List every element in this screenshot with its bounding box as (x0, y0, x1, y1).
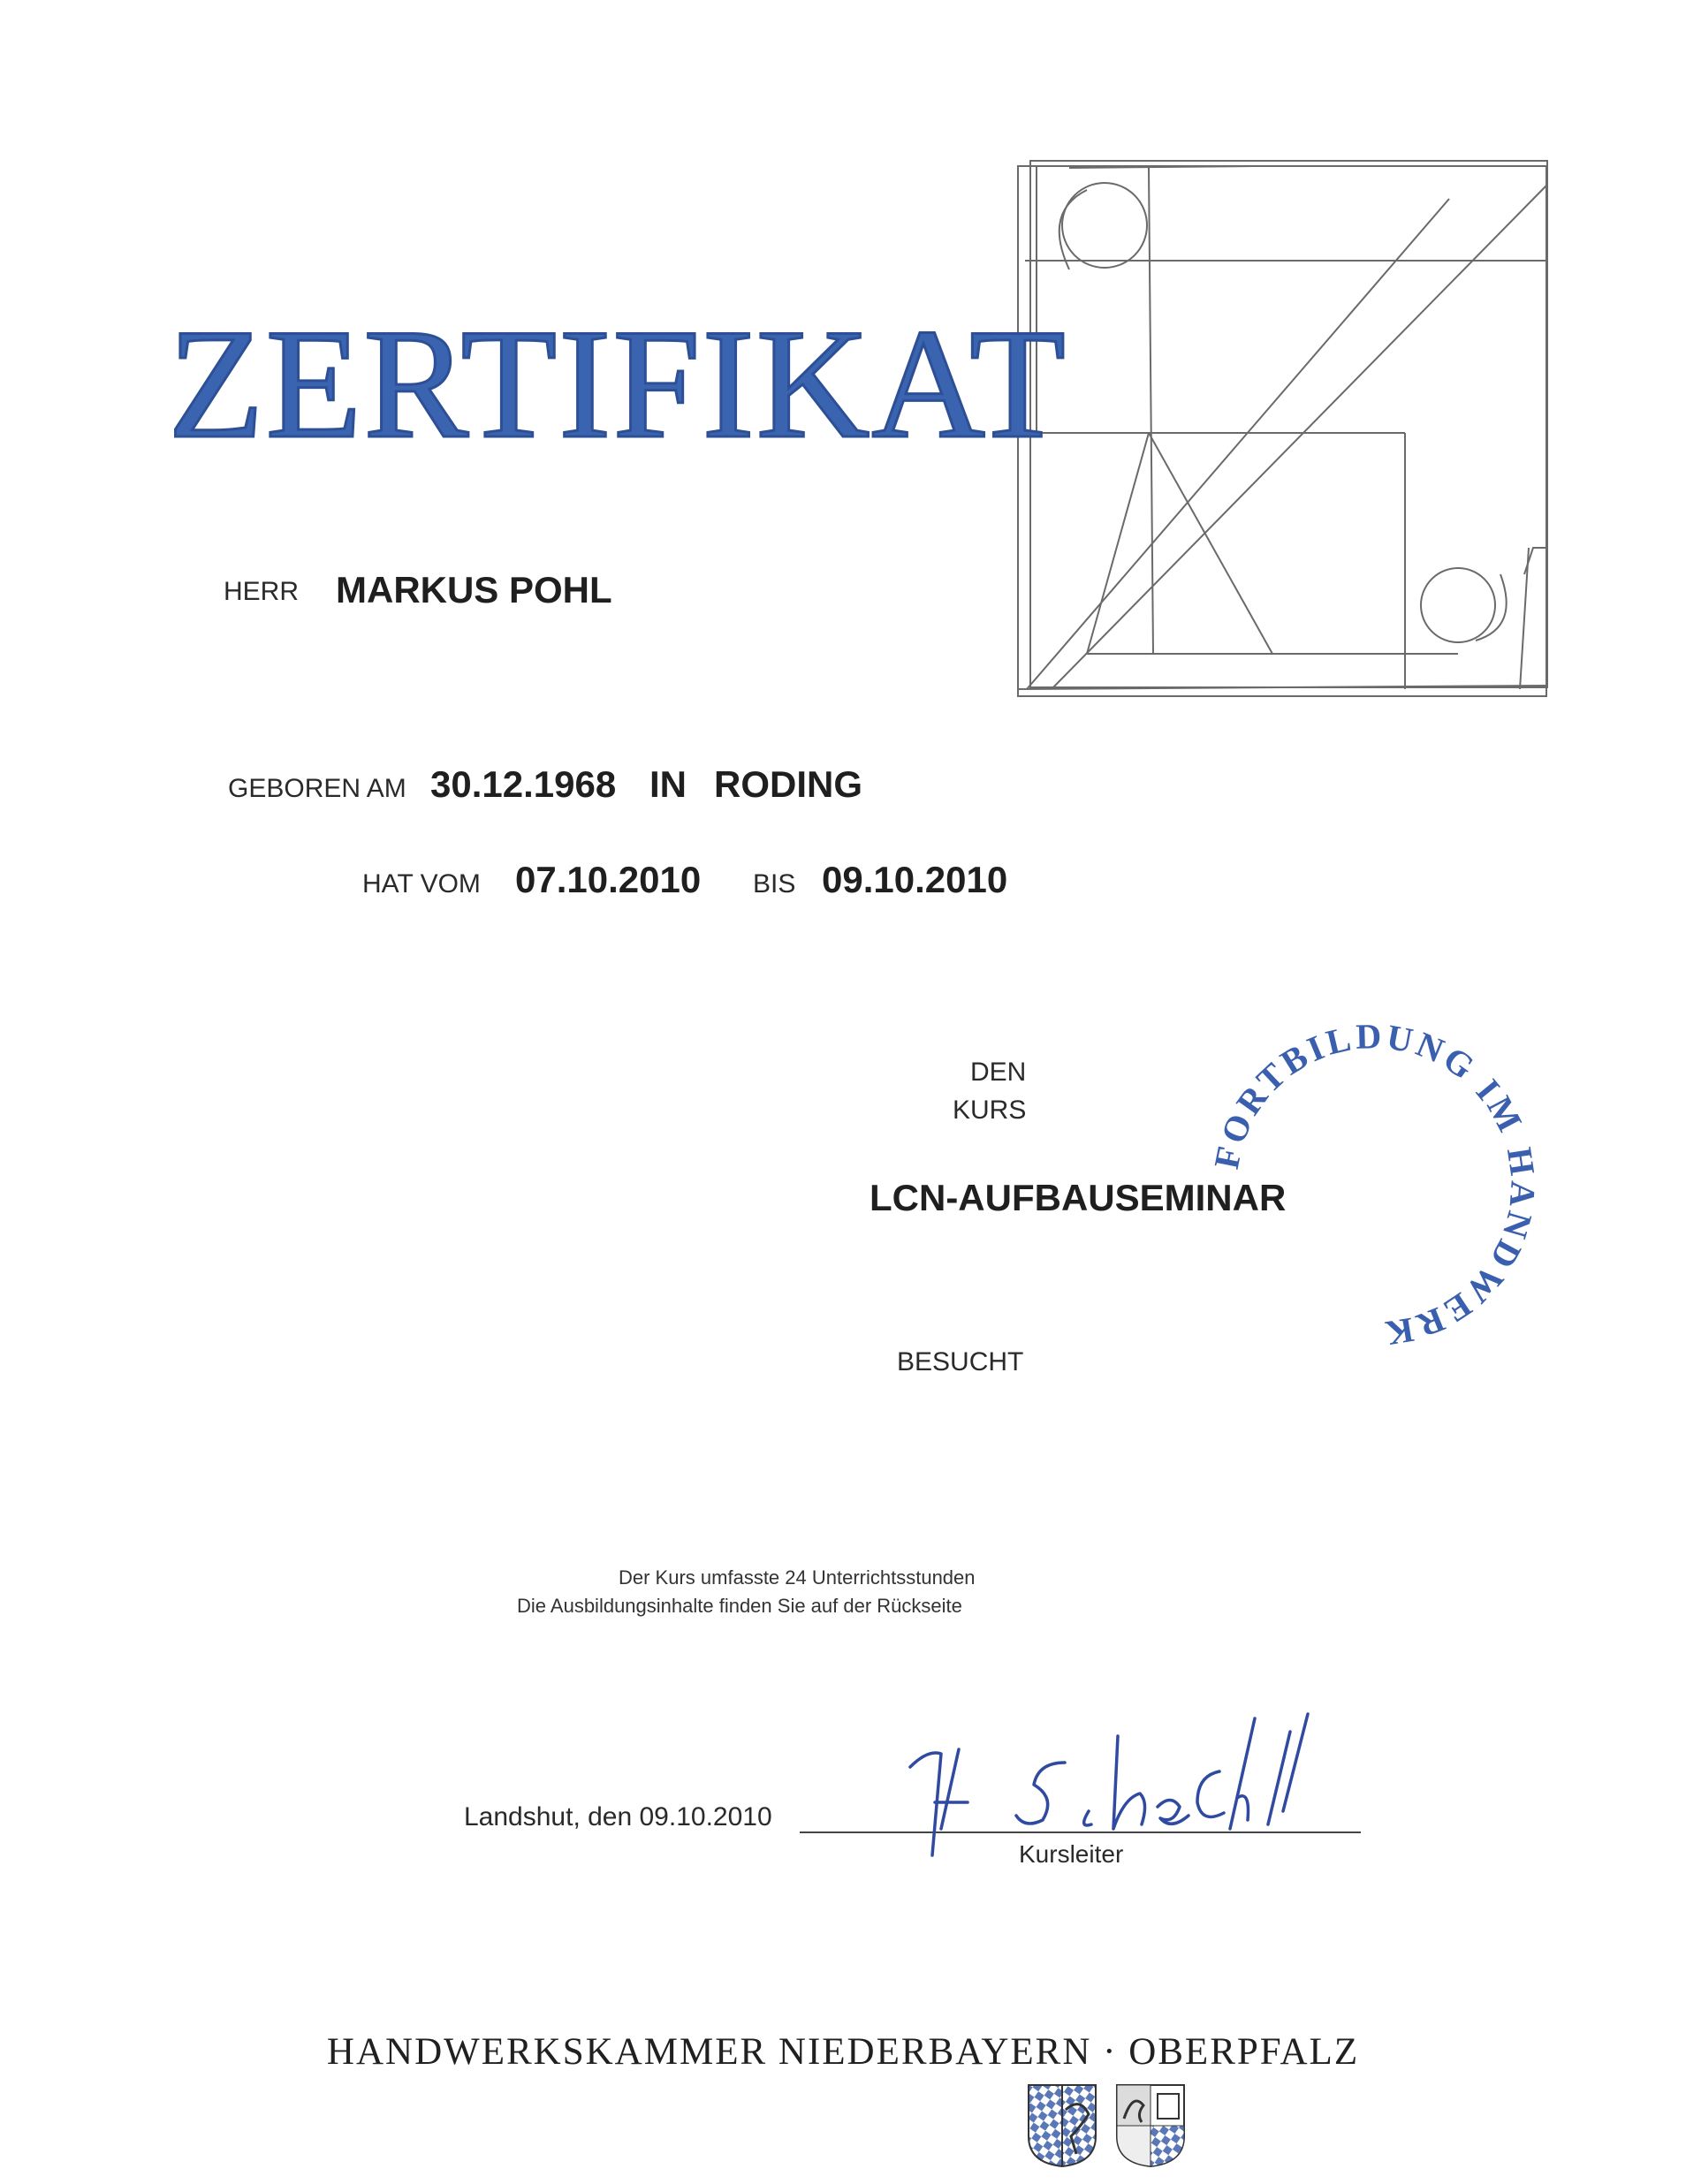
from-label: HAT VOM (362, 869, 481, 899)
birth-date: 30.12.1968 (430, 763, 617, 805)
coat-of-arms-niederbayern (1027, 2083, 1097, 2168)
den-label: DEN (970, 1058, 1027, 1087)
signature-role: Kursleiter (1019, 1840, 1124, 1868)
coat-of-arms-oberpfalz (1115, 2083, 1186, 2168)
birthplace: RODING (714, 763, 862, 805)
issuer-name: HANDWERKSKAMMER NIEDERBAYERN · OBERPFALZ (326, 2031, 1360, 2073)
recipient-name: MARKUS POHL (336, 569, 612, 610)
hours-note: Der Kurs umfasste 24 Unterrichtsstunden (619, 1566, 976, 1589)
course-name: LCN-AUFBAUSEMINAR (870, 1177, 1287, 1218)
date-from: 07.10.2010 (515, 859, 702, 900)
kurs-label: KURS (953, 1096, 1027, 1125)
zertifikat-logo (1016, 159, 1555, 707)
attended-label: BESUCHT (897, 1347, 1024, 1376)
svg-text:FORTBILDUNG IM HANDWERK (1206, 1016, 1544, 1354)
to-label: BIS (753, 869, 796, 899)
date-to: 09.10.2010 (822, 859, 1008, 900)
place-date: Landshut, den 09.10.2010 (464, 1802, 772, 1831)
certificate-title: ZERTIFIKAT (168, 296, 1067, 471)
stamp-text: FORTBILDUNG IM HANDWERK (1205, 1015, 1544, 1354)
contents-note: Die Ausbildungsinhalte finden Sie auf der Rückseite (517, 1595, 962, 1617)
born-label: GEBOREN AM (228, 774, 406, 803)
salutation: HERR (224, 577, 300, 606)
in-label: IN (649, 763, 687, 805)
fortbildung-stamp (1184, 1015, 1544, 1387)
